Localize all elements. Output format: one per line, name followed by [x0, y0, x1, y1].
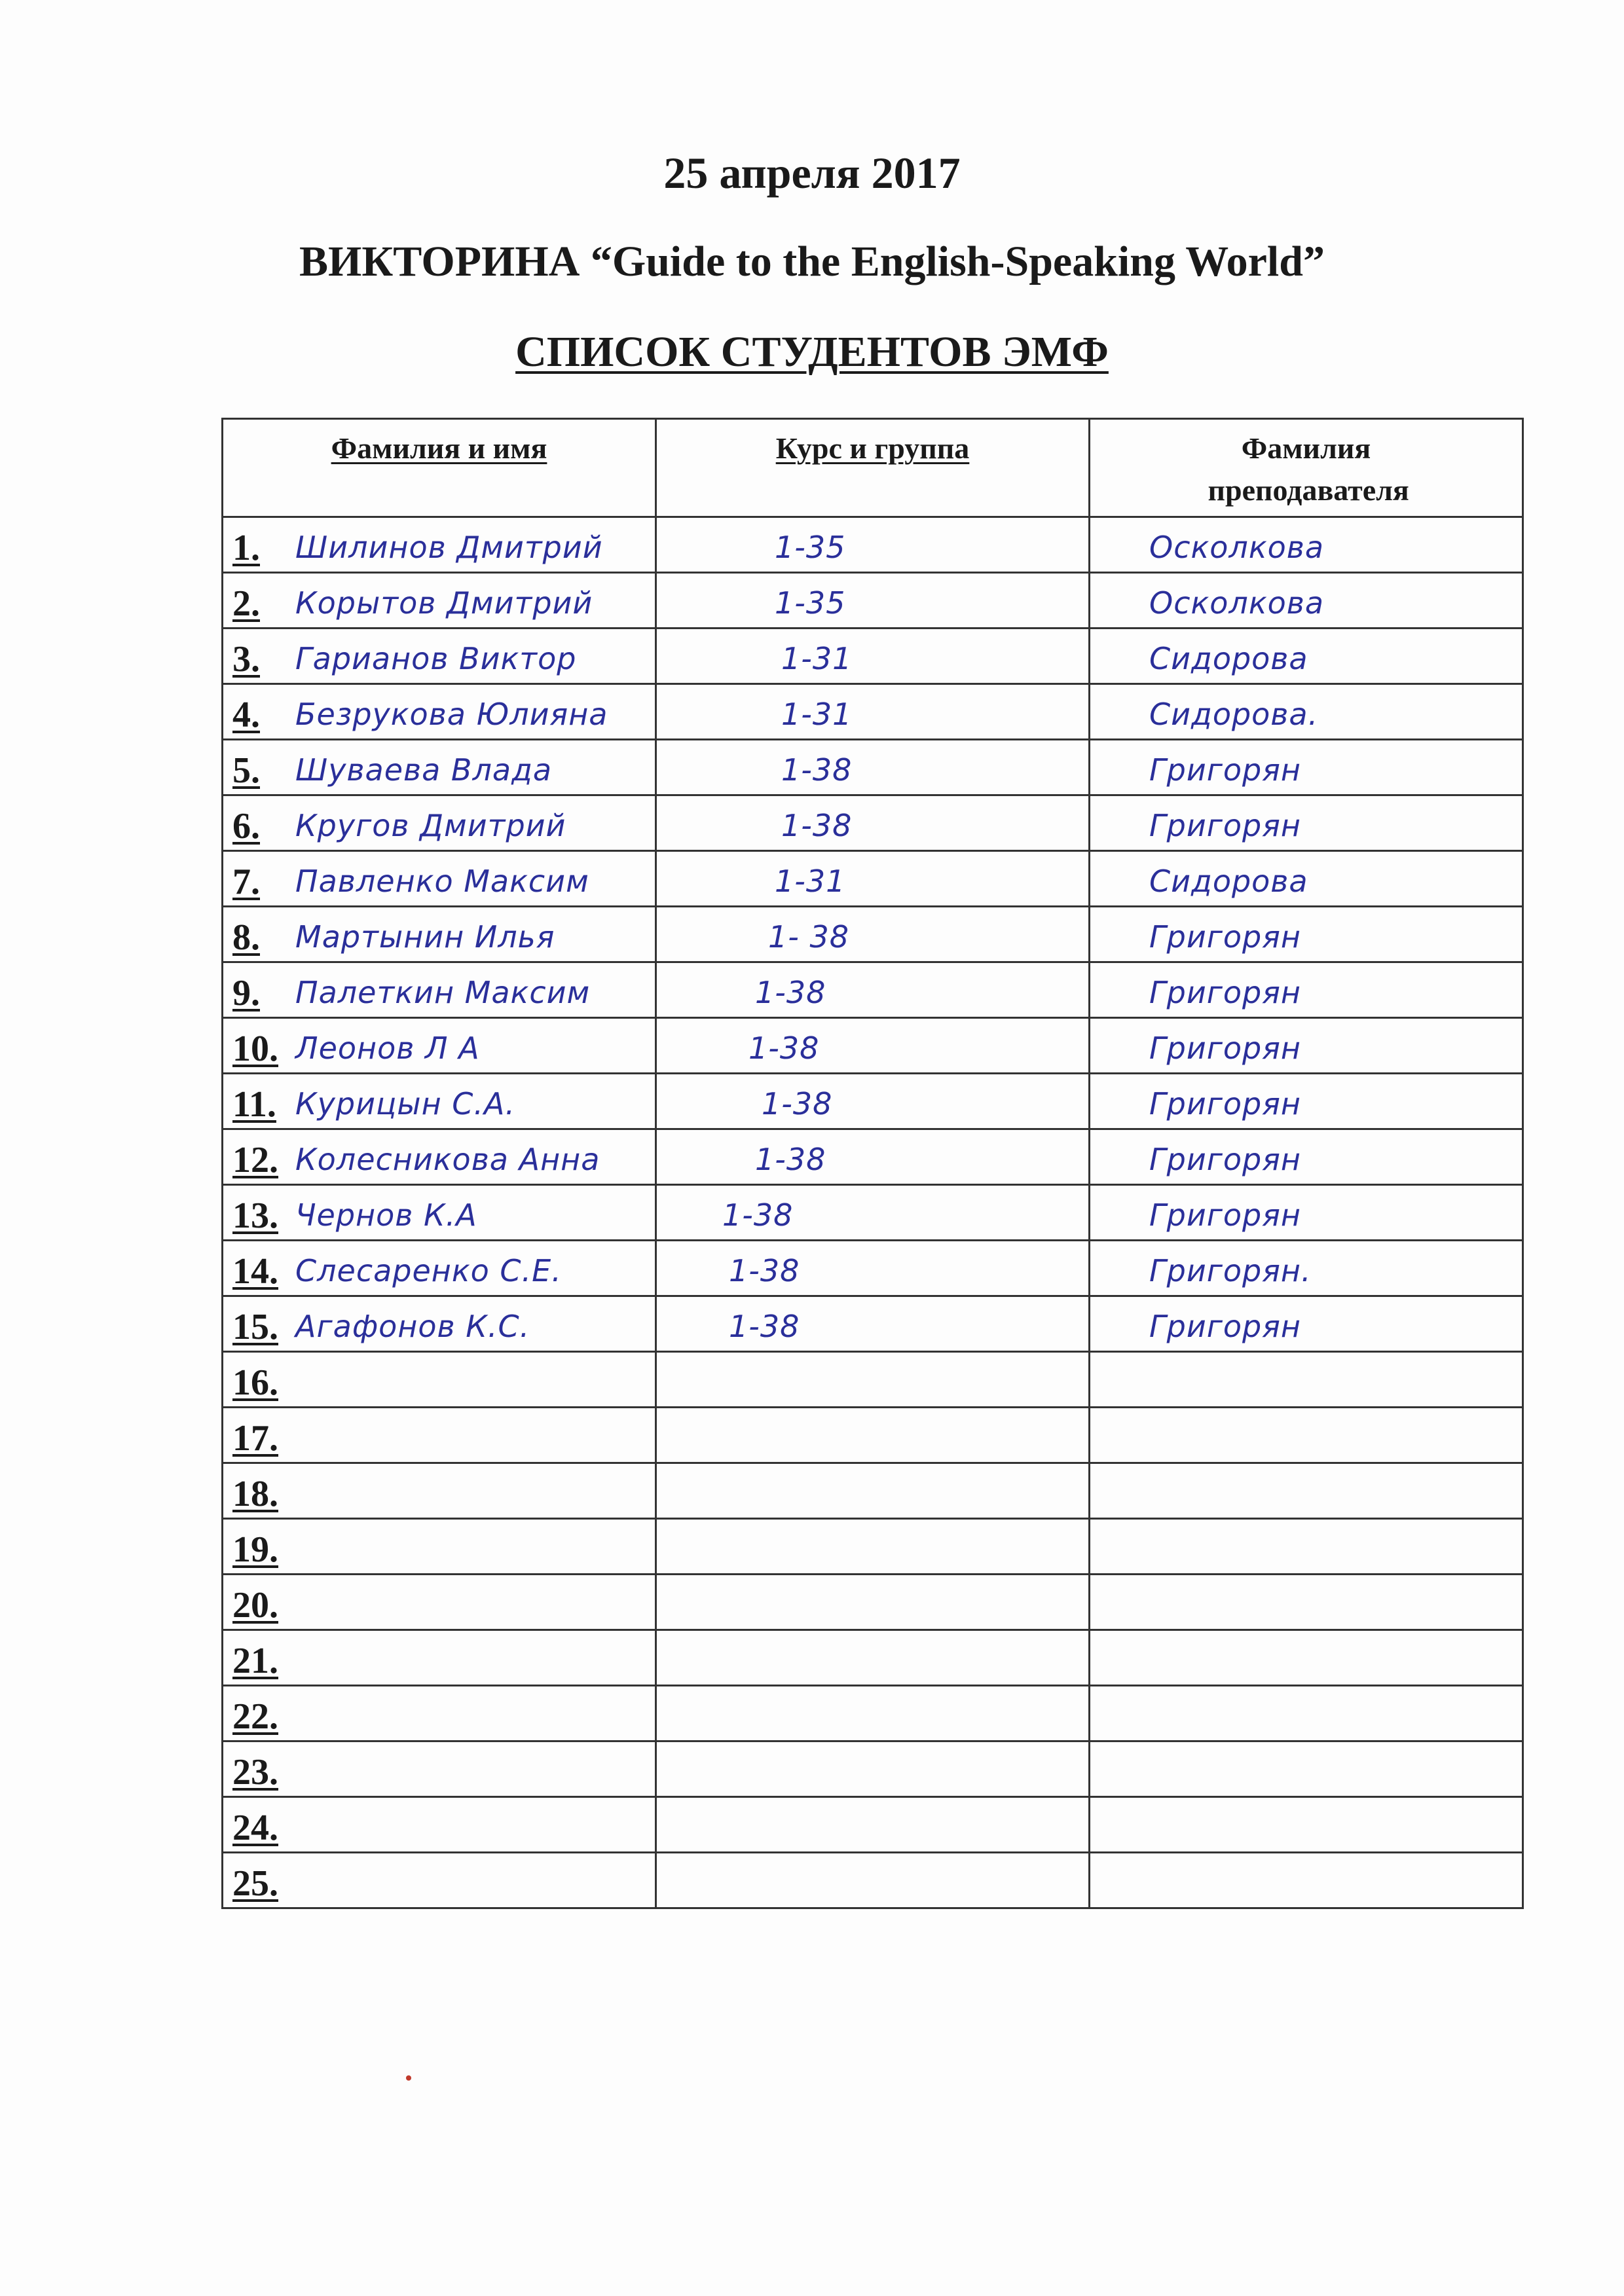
cell-group: [656, 1352, 1090, 1408]
student-name: Корытов Дмитрий: [295, 585, 593, 621]
course-group: 1-38: [755, 975, 826, 1010]
cell-teacher: [1090, 629, 1523, 684]
row-number: 12.: [232, 1140, 278, 1180]
table-row: [223, 1241, 1523, 1296]
cell-teacher: [1090, 684, 1523, 740]
student-name: Павленко Максим: [295, 864, 589, 899]
cell-group: [656, 1686, 1090, 1741]
student-name: Палеткин Максим: [295, 975, 591, 1010]
teacher-name: Сидорова.: [1149, 697, 1319, 732]
cell-teacher: [1090, 1241, 1523, 1296]
table-row: [223, 907, 1523, 962]
cell-group: [656, 907, 1090, 962]
cell-teacher: [1090, 851, 1523, 907]
cell-group: [656, 1463, 1090, 1519]
course-group: 1-38: [748, 1030, 820, 1066]
cell-teacher: [1090, 1463, 1523, 1519]
cell-group: [656, 1853, 1090, 1908]
cell-group: [656, 629, 1090, 684]
cell-name: [223, 962, 656, 1018]
cell-group: [656, 851, 1090, 907]
row-number: 2.: [232, 583, 260, 624]
row-number: 14.: [232, 1251, 278, 1292]
student-name: Шуваева Влада: [295, 752, 553, 788]
teacher-name: Григорян: [1149, 1030, 1301, 1066]
course-group: 1-38: [755, 1142, 826, 1177]
row-number: 15.: [232, 1307, 278, 1347]
course-group: 1-38: [762, 1086, 833, 1121]
cell-group: [656, 1741, 1090, 1797]
row-number: 3.: [232, 639, 260, 680]
column-header-name: Фамилия и имя: [223, 419, 656, 517]
cell-teacher: [1090, 1018, 1523, 1074]
table-row: [223, 1408, 1523, 1463]
student-name: Кругов Дмитрий: [295, 808, 566, 843]
cell-group: [656, 1519, 1090, 1575]
teacher-name: Григорян: [1149, 919, 1301, 955]
course-group: 1-38: [729, 1253, 800, 1288]
teacher-name: Григорян: [1149, 752, 1301, 788]
cell-teacher: [1090, 1408, 1523, 1463]
student-name: Мартынин Илья: [295, 919, 555, 955]
table-body: [223, 517, 1523, 1908]
cell-teacher: [1090, 1630, 1523, 1686]
course-group: 1-31: [781, 641, 853, 676]
cell-name: [223, 1296, 656, 1352]
row-number: 19.: [232, 1529, 278, 1570]
cell-teacher: [1090, 1575, 1523, 1630]
student-name: Курицын С.А.: [295, 1086, 516, 1121]
course-group: 1-38: [781, 808, 853, 843]
row-number: 16.: [232, 1362, 278, 1403]
cell-teacher: [1090, 907, 1523, 962]
cell-group: [656, 1575, 1090, 1630]
student-name: Агафонов К.С.: [295, 1309, 530, 1344]
cell-name: [223, 1853, 656, 1908]
teacher-name: Григорян: [1149, 1309, 1301, 1344]
column-header-teacher-label: Фамилия преподавателя: [1208, 431, 1409, 507]
row-number: 7.: [232, 862, 260, 902]
row-number: 11.: [232, 1084, 276, 1125]
row-number: 10.: [232, 1029, 278, 1069]
cell-group: [656, 517, 1090, 573]
cell-name: [223, 1352, 656, 1408]
student-name: Безрукова Юлияна: [295, 697, 608, 732]
table-row: [223, 573, 1523, 629]
cell-name: [223, 1630, 656, 1686]
cell-teacher: [1090, 962, 1523, 1018]
scan-speck: [406, 2075, 411, 2081]
table-row: [223, 962, 1523, 1018]
row-number: 20.: [232, 1585, 278, 1626]
course-group: 1-38: [781, 752, 853, 788]
course-group: 1-35: [775, 585, 846, 621]
teacher-name: Григорян: [1149, 808, 1301, 843]
table-row: [223, 795, 1523, 851]
row-number: 6.: [232, 806, 260, 847]
cell-group: [656, 1408, 1090, 1463]
row-number: 8.: [232, 917, 260, 958]
student-roster-table: [221, 418, 1524, 1909]
table-row: [223, 1630, 1523, 1686]
row-number: 18.: [232, 1474, 278, 1514]
cell-group: [656, 1296, 1090, 1352]
cell-name: [223, 795, 656, 851]
cell-group: [656, 684, 1090, 740]
table-header-row: [223, 419, 1523, 517]
table-row: [223, 1074, 1523, 1129]
row-number: 22.: [232, 1696, 278, 1737]
cell-name: [223, 684, 656, 740]
cell-name: [223, 907, 656, 962]
table-row: [223, 1519, 1523, 1575]
course-group: 1-38: [722, 1197, 794, 1233]
cell-group: [656, 1018, 1090, 1074]
row-number: 13.: [232, 1195, 278, 1236]
table-row: [223, 1575, 1523, 1630]
cell-group: [656, 1185, 1090, 1241]
cell-name: [223, 1741, 656, 1797]
row-number: 21.: [232, 1641, 278, 1681]
teacher-name: Григорян: [1149, 1197, 1301, 1233]
cell-teacher: [1090, 1074, 1523, 1129]
cell-teacher: [1090, 1296, 1523, 1352]
cell-group: [656, 1241, 1090, 1296]
student-name: Шилинов Дмитрий: [295, 530, 603, 565]
cell-teacher: [1090, 740, 1523, 795]
table-row: [223, 851, 1523, 907]
cell-teacher: [1090, 795, 1523, 851]
table-row: [223, 1853, 1523, 1908]
student-name: Слесаренко С.Е.: [295, 1253, 562, 1288]
cell-name: [223, 1797, 656, 1853]
row-number: 9.: [232, 973, 260, 1013]
table-row: [223, 1296, 1523, 1352]
document-subtitle: СПИСОК СТУДЕНТОВ ЭМФ: [515, 328, 1109, 376]
row-number: 25.: [232, 1863, 278, 1904]
cell-name: [223, 851, 656, 907]
table-row: [223, 629, 1523, 684]
row-number: 1.: [232, 528, 260, 568]
cell-group: [656, 1129, 1090, 1185]
cell-teacher: [1090, 1129, 1523, 1185]
table-row: [223, 1463, 1523, 1519]
teacher-name: Сидорова: [1149, 641, 1308, 676]
row-number: 24.: [232, 1808, 278, 1848]
cell-name: [223, 573, 656, 629]
teacher-name: Григорян.: [1149, 1253, 1312, 1288]
cell-group: [656, 573, 1090, 629]
cell-teacher: [1090, 517, 1523, 573]
cell-group: [656, 962, 1090, 1018]
teacher-name: Осколкова: [1149, 530, 1325, 565]
course-group: 1-38: [729, 1309, 800, 1344]
cell-teacher: [1090, 1352, 1523, 1408]
row-number: 4.: [232, 695, 260, 735]
table-row: [223, 1352, 1523, 1408]
cell-teacher: [1090, 1797, 1523, 1853]
cell-teacher: [1090, 1741, 1523, 1797]
cell-group: [656, 740, 1090, 795]
course-group: 1-31: [781, 697, 853, 732]
cell-group: [656, 1797, 1090, 1853]
cell-name: [223, 1519, 656, 1575]
cell-teacher: [1090, 1519, 1523, 1575]
cell-name: [223, 740, 656, 795]
cell-teacher: [1090, 1686, 1523, 1741]
cell-name: [223, 1129, 656, 1185]
cell-name: [223, 629, 656, 684]
cell-name: [223, 1018, 656, 1074]
student-name: Гарианов Виктор: [295, 641, 577, 676]
cell-name: [223, 1463, 656, 1519]
teacher-name: Григорян: [1149, 975, 1301, 1010]
document-date: 25 апреля 2017: [663, 148, 961, 198]
cell-group: [656, 1074, 1090, 1129]
cell-name: [223, 517, 656, 573]
column-header-teacher: [1090, 419, 1523, 517]
course-group: 1-35: [775, 530, 846, 565]
table-row: [223, 684, 1523, 740]
table-row: [223, 1741, 1523, 1797]
teacher-name: Григорян: [1149, 1086, 1301, 1121]
course-group: 1-31: [775, 864, 846, 899]
row-number: 5.: [232, 750, 260, 791]
course-group: 1- 38: [768, 919, 850, 955]
row-number: 17.: [232, 1418, 278, 1459]
table-row: [223, 740, 1523, 795]
table-row: [223, 1018, 1523, 1074]
cell-name: [223, 1686, 656, 1741]
cell-teacher: [1090, 1853, 1523, 1908]
cell-group: [656, 1630, 1090, 1686]
cell-teacher: [1090, 1185, 1523, 1241]
cell-name: [223, 1074, 656, 1129]
cell-group: [656, 795, 1090, 851]
student-name: Колесникова Анна: [295, 1142, 600, 1177]
cell-name: [223, 1408, 656, 1463]
table-row: [223, 1129, 1523, 1185]
cell-name: [223, 1241, 656, 1296]
cell-name: [223, 1575, 656, 1630]
teacher-name: Осколкова: [1149, 585, 1325, 621]
table-row: [223, 1185, 1523, 1241]
student-name: Чернов К.А: [295, 1197, 477, 1233]
table-row: [223, 517, 1523, 573]
table-row: [223, 1797, 1523, 1853]
cell-teacher: [1090, 573, 1523, 629]
column-header-group: Курс и группа: [656, 419, 1090, 517]
student-name: Леонов Л А: [295, 1030, 480, 1066]
table-row: [223, 1686, 1523, 1741]
teacher-name: Григорян: [1149, 1142, 1301, 1177]
teacher-name: Сидорова: [1149, 864, 1308, 899]
cell-name: [223, 1185, 656, 1241]
document-title: ВИКТОРИНА “Guide to the English-Speaking World”: [299, 238, 1325, 285]
row-number: 23.: [232, 1752, 278, 1793]
